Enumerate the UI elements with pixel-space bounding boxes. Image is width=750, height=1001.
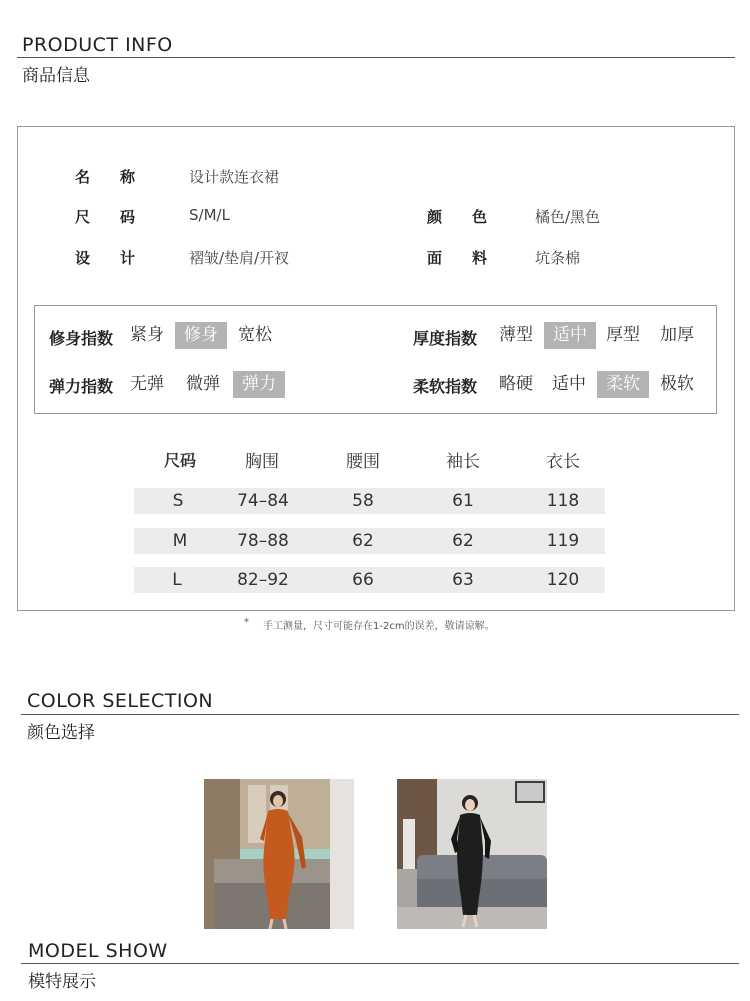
- product-info-rule: [17, 57, 735, 58]
- index-option-thickness-thin: 薄型: [499, 325, 533, 345]
- index-option-stretch-none: 无弹: [130, 374, 164, 394]
- table-cell: S: [172, 491, 184, 511]
- table-cell: 62: [352, 531, 374, 551]
- index-option-stretch-stretchy: 弹力: [233, 371, 285, 398]
- table-cell: M: [172, 531, 188, 551]
- measurement-note: 手工测量，尺寸可能存在1-2cm的误差，敬请谅解。: [263, 621, 495, 632]
- spec-label-design: 设 计: [75, 249, 136, 267]
- index-option-stretch-slight: 微弹: [186, 374, 220, 394]
- spec-label-size: 尺 码: [75, 208, 136, 226]
- model-show-title: MODEL SHOW: [28, 940, 168, 962]
- spec-label-fabric: 面 料: [427, 249, 488, 267]
- orange-dress-photo: [204, 779, 354, 929]
- index-option-softness-very-soft: 极软: [660, 374, 694, 394]
- product-info-title: PRODUCT INFO: [22, 34, 173, 56]
- table-cell: 118: [546, 491, 580, 511]
- size-header-length: 衣长: [546, 452, 580, 472]
- index-label-stretch: 弹力指数: [49, 377, 114, 396]
- table-cell: 78–88: [237, 531, 289, 551]
- spec-value-design: 褶皱/垫肩/开衩: [189, 249, 290, 267]
- index-option-thickness-thick: 厚型: [606, 325, 640, 345]
- index-option-fit-loose: 宽松: [238, 325, 272, 345]
- size-header-size: 尺码: [163, 451, 196, 470]
- spec-label-name: 名 称: [75, 168, 136, 186]
- table-cell: L: [172, 570, 182, 590]
- size-header-chest: 胸围: [245, 452, 279, 472]
- index-option-fit-tight: 紧身: [130, 325, 164, 345]
- index-option-thickness-medium: 适中: [544, 322, 596, 349]
- color-selection-subtitle: 颜色选择: [27, 723, 95, 743]
- color-selection-rule: [21, 714, 739, 715]
- spec-value-fabric: 坑条棉: [535, 249, 581, 267]
- table-cell: 62: [452, 531, 474, 551]
- table-cell: 61: [452, 491, 474, 511]
- table-cell: 66: [352, 570, 374, 590]
- index-option-thickness-extra: 加厚: [660, 325, 694, 345]
- table-cell: 74–84: [237, 491, 289, 511]
- index-option-softness-soft: 柔软: [597, 371, 649, 398]
- index-option-softness-firm: 略硬: [499, 374, 533, 394]
- spec-value-size: S/M/L: [189, 206, 230, 224]
- index-label-fit: 修身指数: [49, 329, 114, 348]
- index-label-softness: 柔软指数: [413, 377, 478, 396]
- spec-value-name: 设计款连衣裙: [189, 168, 280, 186]
- index-option-softness-medium: 适中: [552, 374, 586, 394]
- spec-value-color: 橘色/黑色: [535, 208, 601, 226]
- model-show-subtitle: 模特展示: [28, 972, 96, 992]
- product-info-subtitle: 商品信息: [22, 66, 90, 86]
- table-cell: 63: [452, 570, 474, 590]
- spec-label-color: 颜 色: [427, 208, 488, 226]
- note-star: *: [244, 617, 249, 628]
- index-label-thickness: 厚度指数: [413, 329, 478, 348]
- size-header-sleeve: 袖长: [446, 452, 480, 472]
- color-selection-title: COLOR SELECTION: [27, 690, 214, 712]
- table-cell: 120: [546, 570, 580, 590]
- table-cell: 82–92: [237, 570, 289, 590]
- size-header-waist: 腰围: [346, 452, 380, 472]
- table-cell: 119: [546, 531, 580, 551]
- index-option-fit-slim: 修身: [175, 322, 227, 349]
- black-dress-photo: [397, 779, 547, 929]
- model-show-rule: [21, 963, 739, 964]
- table-cell: 58: [352, 491, 374, 511]
